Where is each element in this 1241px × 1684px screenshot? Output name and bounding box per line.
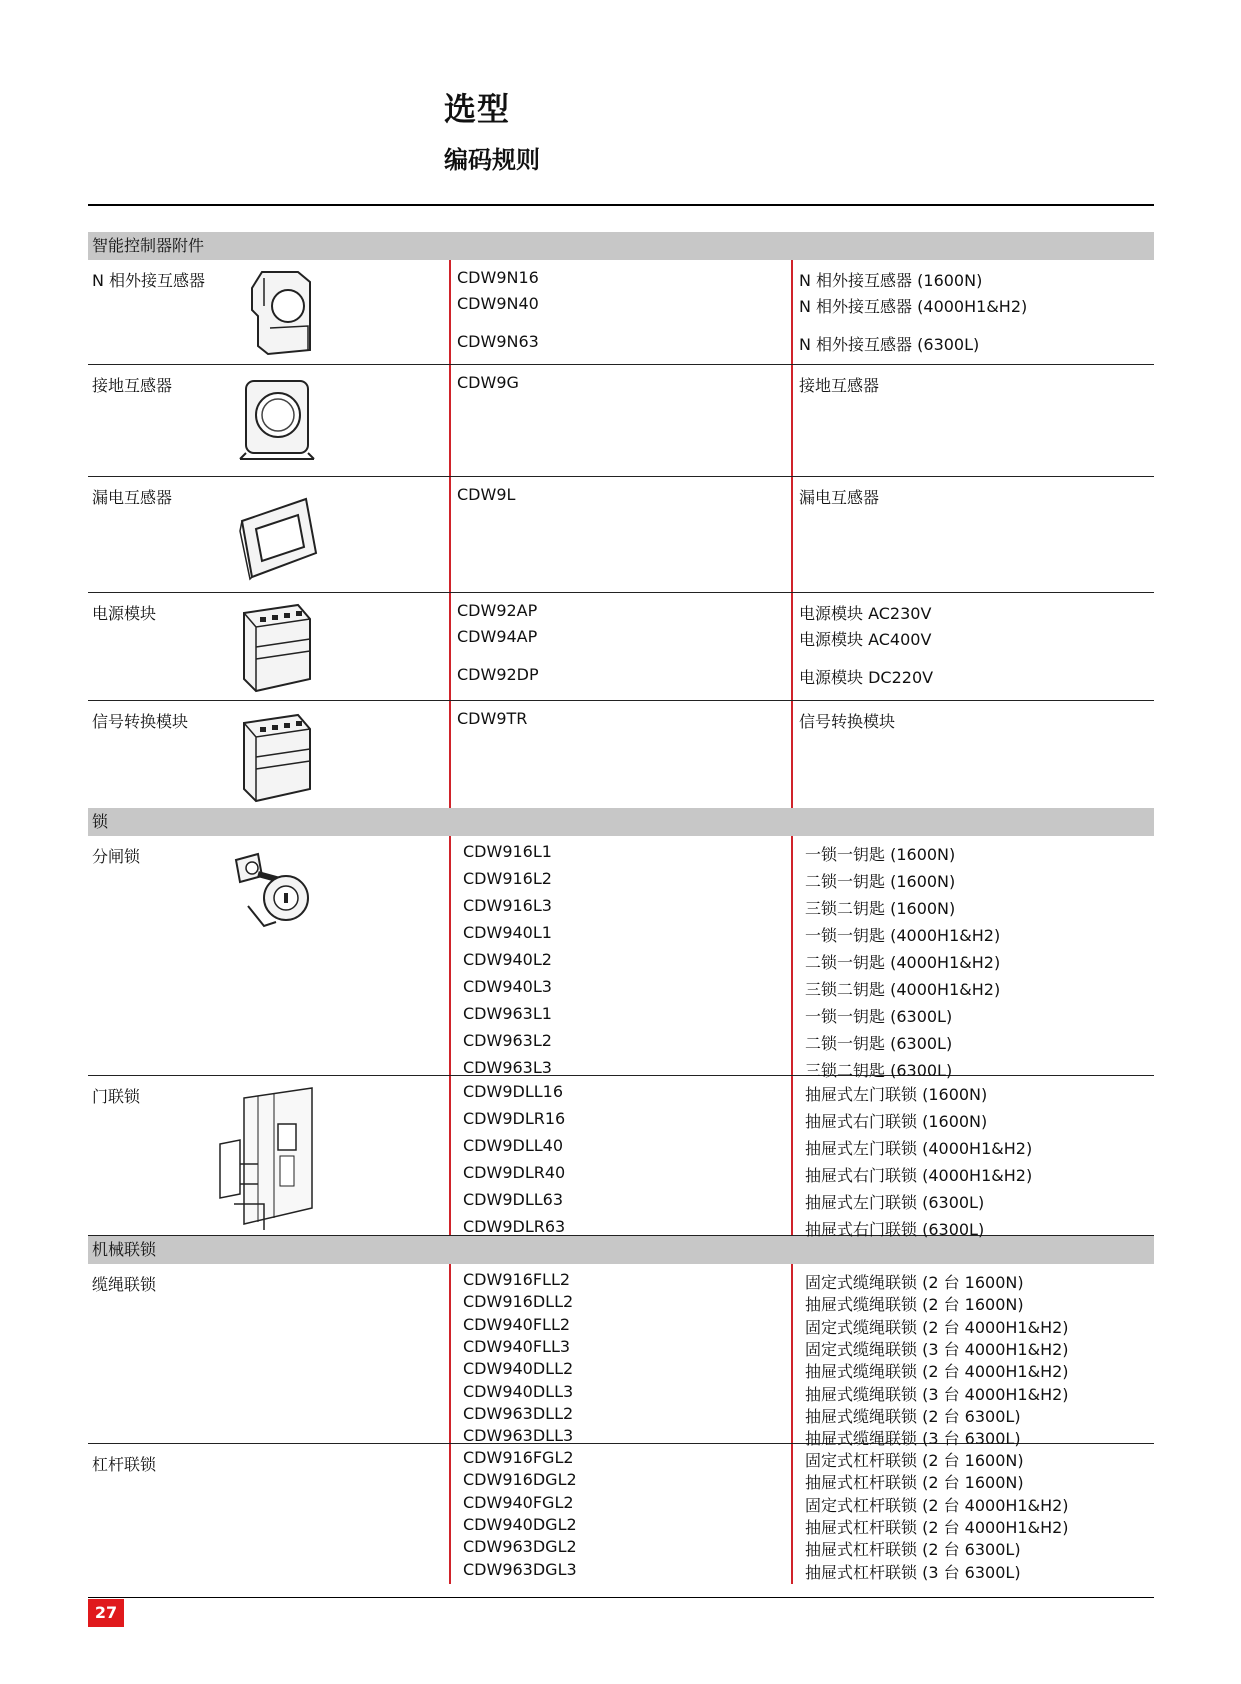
table-row [88, 593, 1154, 701]
table-row [88, 1264, 1154, 1449]
product-name: 缆绳联锁 [92, 1275, 157, 1294]
signal-module-image [240, 709, 314, 805]
section-header: 智能控制器附件 [88, 232, 1154, 260]
table-row [88, 1076, 1154, 1239]
product-description: 固定式缆绳联锁 (3 台 4000H1&H2) [805, 1339, 1069, 1359]
product-description: 抽屉式杠杆联锁 (2 台 1600N) [805, 1473, 1024, 1493]
product-description: 三锁二钥匙 (1600N) [805, 899, 956, 918]
order-code: CDW92DP [457, 665, 539, 684]
product-description: 电源模块 AC400V [799, 630, 932, 649]
section-header: 机械联锁 [88, 1236, 1154, 1264]
product-description: 抽屉式右门联锁 (1600N) [805, 1112, 988, 1131]
order-code: CDW940L3 [463, 977, 552, 996]
order-code: CDW940FLL3 [463, 1336, 571, 1356]
product-description: 信号转换模块 [799, 712, 896, 731]
table-row [88, 260, 1154, 365]
power-module-image [240, 599, 314, 695]
order-code: CDW9G [457, 373, 519, 392]
product-description: 二锁一钥匙 (6300L) [805, 1034, 953, 1053]
table-row [88, 1444, 1154, 1584]
product-description: 固定式缆绳联锁 (2 台 4000H1&H2) [805, 1317, 1069, 1337]
product-description: 抽屉式缆绳联锁 (3 台 4000H1&H2) [805, 1384, 1069, 1404]
order-code: CDW9DLR16 [463, 1109, 566, 1128]
order-code: CDW9N16 [457, 268, 539, 287]
order-code: CDW963L2 [463, 1031, 552, 1050]
order-code: CDW940FGL2 [463, 1492, 574, 1512]
order-code: CDW916L1 [463, 842, 552, 861]
order-code: CDW940DLL2 [463, 1359, 574, 1379]
product-description: 二锁一钥匙 (1600N) [805, 872, 956, 891]
order-code: CDW9DLL40 [463, 1136, 563, 1155]
product-description: 抽屉式左门联锁 (1600N) [805, 1085, 988, 1104]
product-name: 电源模块 [92, 604, 157, 623]
order-code: CDW916DGL2 [463, 1470, 577, 1490]
order-code: CDW916FGL2 [463, 1448, 574, 1467]
product-description: 一锁一钥匙 (1600N) [805, 845, 956, 864]
product-description: 一锁一钥匙 (4000H1&H2) [805, 926, 1001, 945]
page-title: 选型 [444, 90, 511, 128]
order-code: CDW916DLL2 [463, 1292, 574, 1312]
product-description: 抽屉式杠杆联锁 (3 台 6300L) [805, 1562, 1021, 1582]
product-description: 固定式杠杆联锁 (2 台 1600N) [805, 1451, 1024, 1470]
product-description: 抽屉式左门联锁 (6300L) [805, 1193, 985, 1212]
order-code: CDW963L3 [463, 1058, 552, 1077]
order-code: CDW940DLL3 [463, 1381, 574, 1401]
product-description: 抽屉式左门联锁 (4000H1&H2) [805, 1139, 1033, 1158]
order-code: CDW916FLL2 [463, 1270, 571, 1289]
product-description: 抽屉式杠杆联锁 (2 台 6300L) [805, 1540, 1021, 1560]
order-code: CDW963DGL2 [463, 1537, 577, 1557]
order-code: CDW9TR [457, 709, 528, 728]
order-code: CDW9L [457, 485, 516, 504]
table-row [88, 365, 1154, 477]
page-number: 27 [88, 1599, 124, 1627]
order-code: CDW940FLL2 [463, 1314, 571, 1334]
order-code: CDW940L1 [463, 923, 552, 942]
product-description: N 相外接互感器 (6300L) [799, 335, 980, 354]
product-name: 漏电互感器 [92, 488, 173, 507]
order-code: CDW9DLL63 [463, 1190, 563, 1209]
product-description: 漏电互感器 [799, 488, 880, 507]
order-code: CDW9DLL16 [463, 1082, 563, 1101]
order-code: CDW963L1 [463, 1004, 552, 1023]
trip-lock-image [228, 846, 318, 932]
product-description: N 相外接互感器 (1600N) [799, 271, 983, 290]
product-description: 三锁二钥匙 (6300L) [805, 1061, 953, 1080]
product-name: 信号转换模块 [92, 712, 189, 731]
order-code: CDW9N40 [457, 294, 539, 313]
product-name: 分闸锁 [92, 847, 141, 866]
order-code: CDW963DLL2 [463, 1403, 574, 1423]
leakage-sensor-image [236, 491, 322, 581]
product-name: 接地互感器 [92, 376, 173, 395]
ground-sensor-image [238, 375, 318, 465]
table-row [88, 477, 1154, 593]
order-code: CDW9DLR40 [463, 1163, 566, 1182]
product-description: N 相外接互感器 (4000H1&H2) [799, 297, 1028, 316]
product-description: 二锁一钥匙 (4000H1&H2) [805, 953, 1001, 972]
product-name: N 相外接互感器 [92, 271, 206, 290]
product-description: 电源模块 DC220V [799, 668, 934, 687]
page-subtitle: 编码规则 [444, 146, 540, 174]
order-code: CDW963DGL3 [463, 1559, 577, 1579]
product-description: 抽屉式右门联锁 (4000H1&H2) [805, 1166, 1033, 1185]
door-interlock-image [214, 1084, 314, 1230]
selection-table [88, 232, 1154, 1584]
n-phase-sensor-image [248, 266, 318, 358]
product-description: 固定式缆绳联锁 (2 台 1600N) [805, 1273, 1024, 1292]
product-description: 电源模块 AC230V [799, 604, 932, 623]
product-description: 三锁二钥匙 (4000H1&H2) [805, 980, 1001, 999]
order-code: CDW94AP [457, 627, 538, 646]
order-code: CDW940L2 [463, 950, 552, 969]
order-code: CDW92AP [457, 601, 538, 620]
product-description: 抽屉式缆绳联锁 (2 台 6300L) [805, 1406, 1021, 1426]
order-code: CDW916L3 [463, 896, 552, 915]
order-code: CDW9DLR63 [463, 1217, 566, 1236]
section-header: 锁 [88, 808, 1154, 836]
order-code: CDW916L2 [463, 869, 552, 888]
product-description: 接地互感器 [799, 376, 880, 395]
product-description: 抽屉式杠杆联锁 (2 台 4000H1&H2) [805, 1517, 1069, 1537]
top-divider [88, 204, 1154, 206]
product-description: 抽屉式缆绳联锁 (3 台 6300L) [805, 1429, 1021, 1449]
product-description: 一锁一钥匙 (6300L) [805, 1007, 953, 1026]
bottom-divider [88, 1597, 1154, 1598]
order-code: CDW9N63 [457, 332, 539, 351]
product-name: 杠杆联锁 [92, 1455, 157, 1474]
product-name: 门联锁 [92, 1087, 141, 1106]
product-description: 抽屉式右门联锁 (6300L) [805, 1220, 985, 1239]
table-row [88, 836, 1154, 1080]
product-description: 固定式杠杆联锁 (2 台 4000H1&H2) [805, 1495, 1069, 1515]
order-code: CDW963DLL3 [463, 1426, 574, 1446]
order-code: CDW940DGL2 [463, 1514, 577, 1534]
table-row [88, 701, 1154, 808]
product-description: 抽屉式缆绳联锁 (2 台 4000H1&H2) [805, 1362, 1069, 1382]
product-description: 抽屉式缆绳联锁 (2 台 1600N) [805, 1295, 1024, 1315]
